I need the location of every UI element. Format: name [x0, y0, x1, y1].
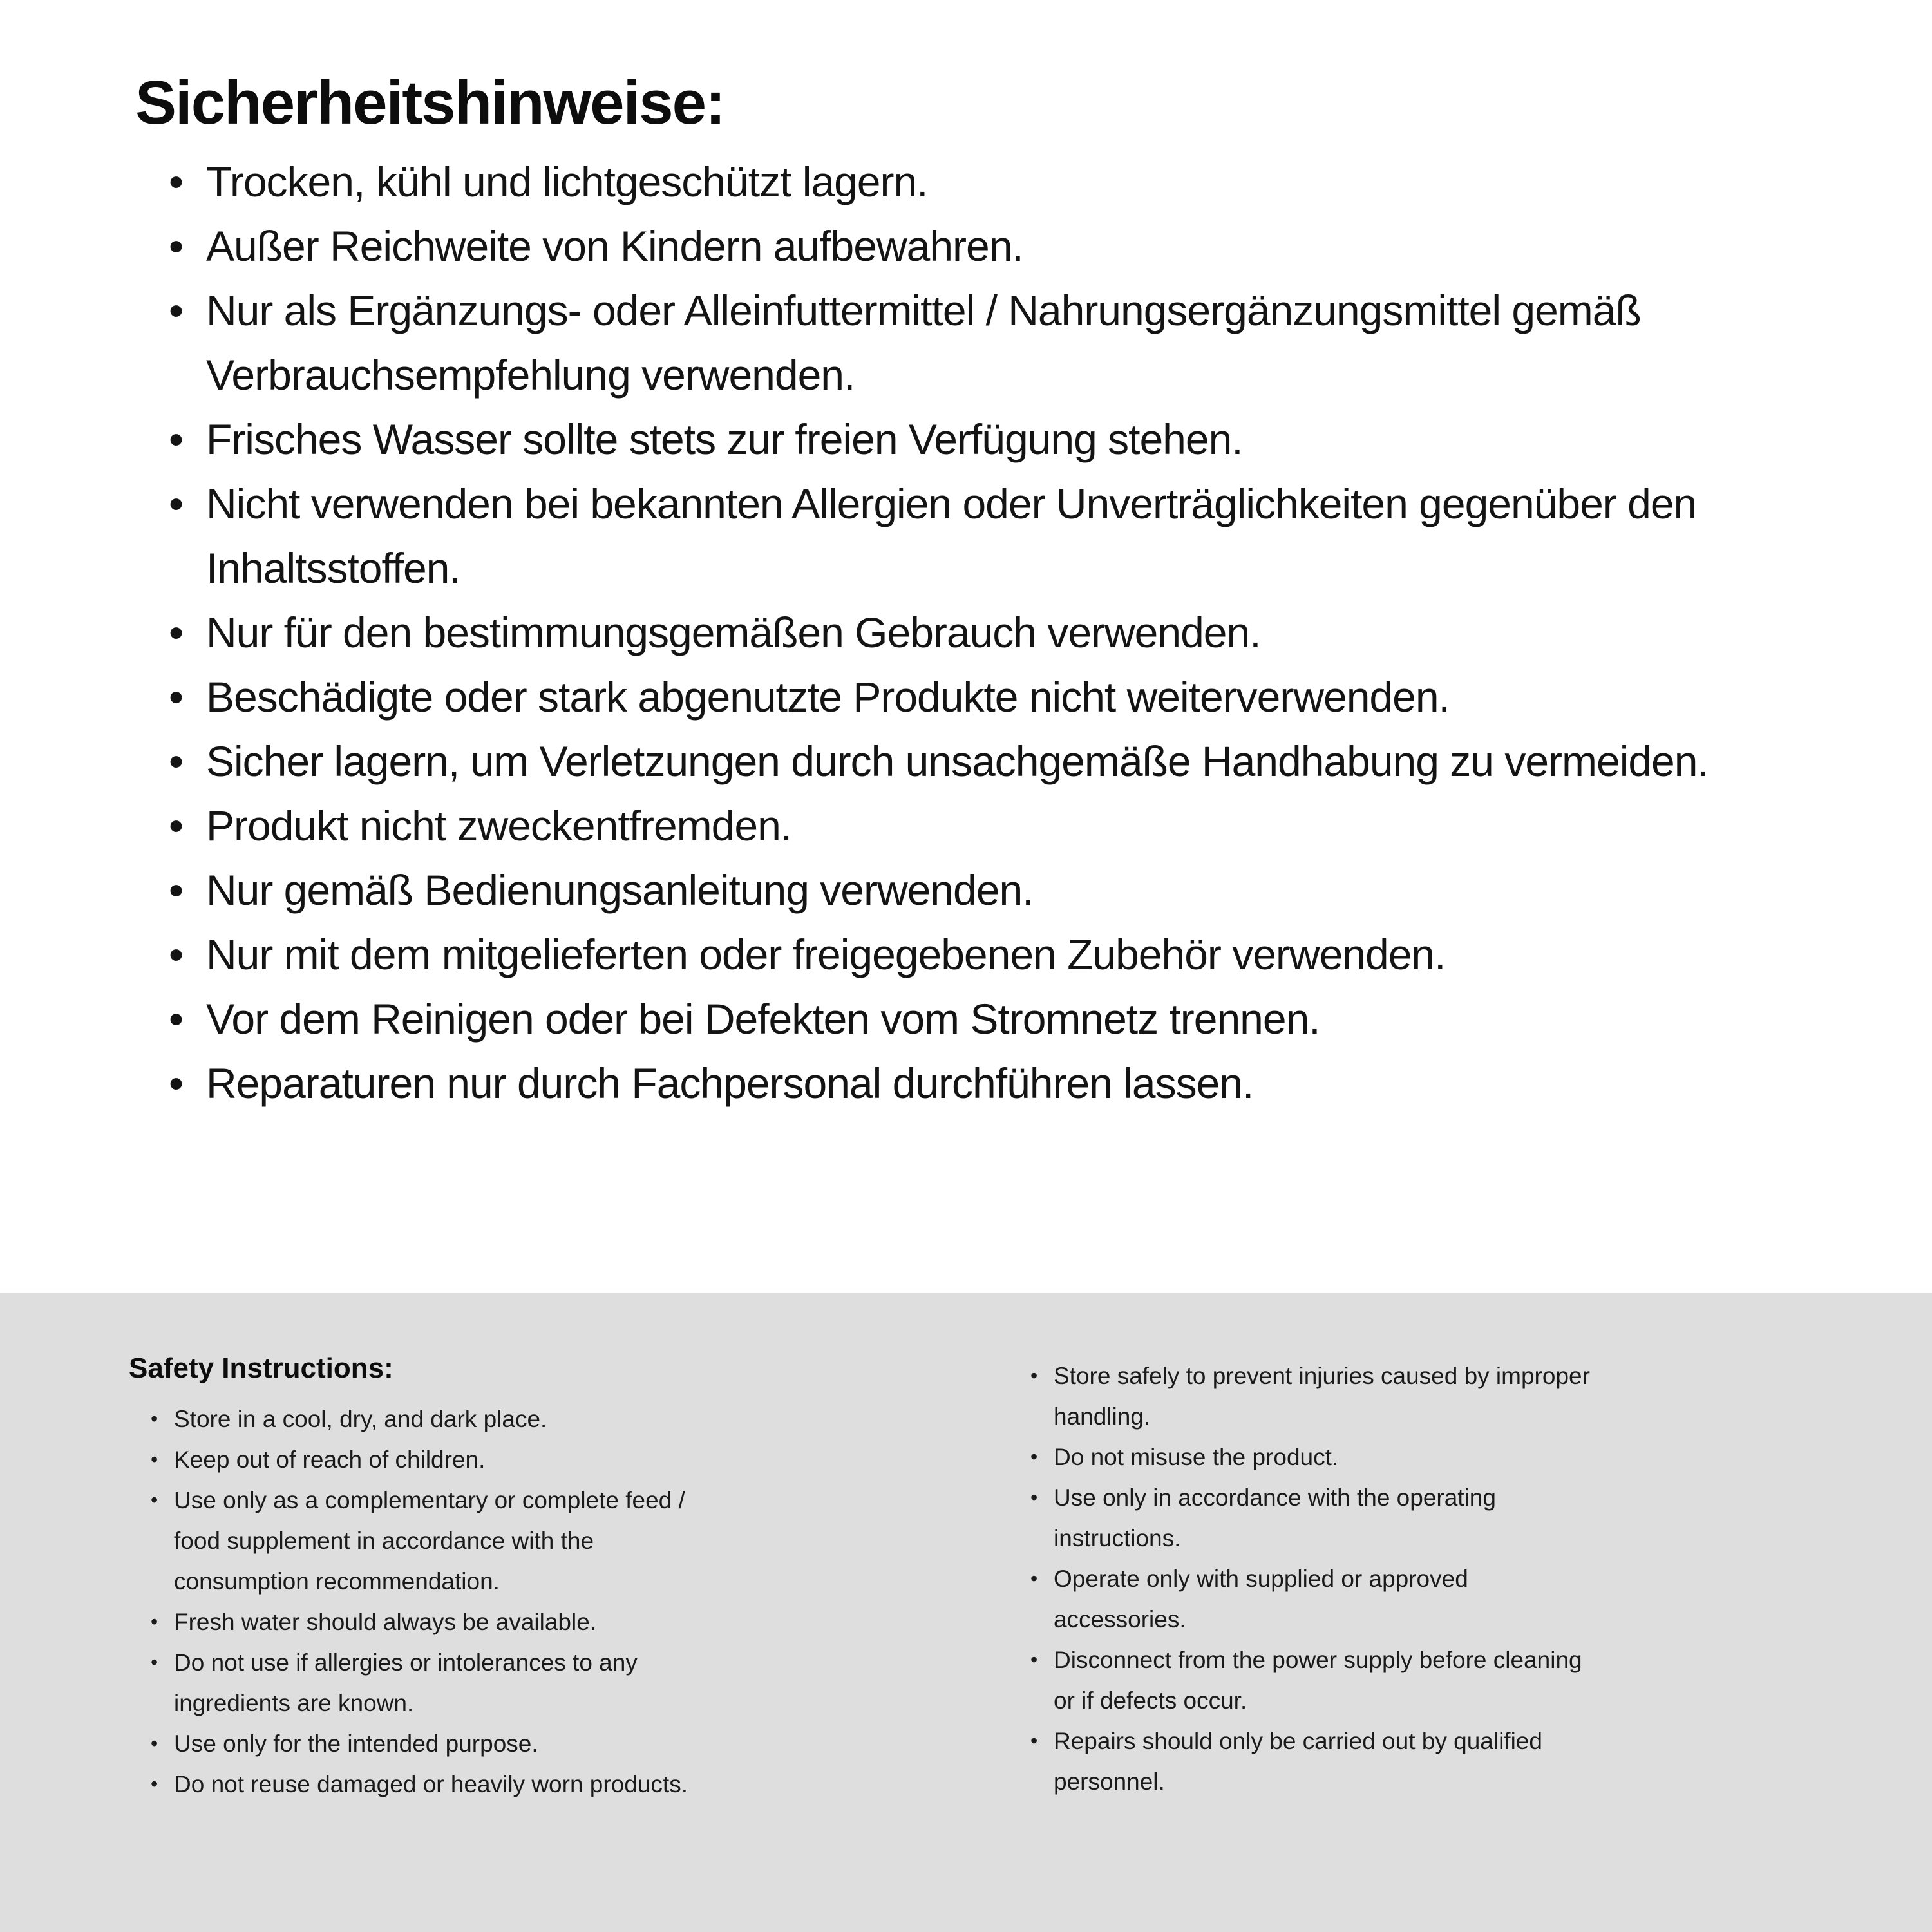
list-item: • Beschädigte oder stark abgenutzte Produkte nicht weiterverwenden. [169, 665, 1719, 729]
list-item: • Disconnect from the power supply before cleaning or if defects occur. [1025, 1640, 1601, 1721]
list-item: • Trocken, kühl und lichtgeschützt lagern. [169, 149, 1719, 214]
list-item: • Reparaturen nur durch Fachpersonal durchführen lassen. [169, 1051, 1719, 1115]
list-item: • Use only for the intended purpose. [146, 1723, 734, 1764]
list-item: • Do not reuse damaged or heavily worn products. [146, 1764, 734, 1804]
english-section-title: Safety Instructions: [129, 1352, 393, 1384]
list-item: • Use only in accordance with the operating instructions. [1025, 1477, 1601, 1558]
list-item: • Produkt nicht zweckentfremden. [169, 793, 1719, 858]
list-item: • Außer Reichweite von Kindern aufbewahren. [169, 214, 1719, 278]
german-safety-list [169, 149, 1719, 1115]
english-safety-list-right-column [1025, 1356, 1601, 1802]
list-item: • Store safely to prevent injuries caused by improper handling. [1025, 1356, 1601, 1437]
list-item: • Vor dem Reinigen oder bei Defekten vom Stromnetz trennen. [169, 987, 1719, 1051]
list-item: • Nur als Ergänzungs- oder Alleinfuttermittel / Nahrungsergänzungsmittel gemäß Verbrauchsempfehlung verwenden. [169, 278, 1719, 407]
list-item: • Nur gemäß Bedienungsanleitung verwenden. [169, 858, 1719, 922]
list-item: • Fresh water should always be available. [146, 1602, 734, 1642]
list-item: • Operate only with supplied or approved accessories. [1025, 1558, 1601, 1640]
list-item: • Store in a cool, dry, and dark place. [146, 1399, 734, 1439]
list-item: • Sicher lagern, um Verletzungen durch unsachgemäße Handhabung zu vermeiden. [169, 729, 1719, 793]
list-item: • Use only as a complementary or complete feed / food supplement in accordance with the consumption recommendation. [146, 1480, 734, 1602]
list-item: • Repairs should only be carried out by qualified personnel. [1025, 1721, 1601, 1802]
list-item: • Do not misuse the product. [1025, 1437, 1601, 1477]
list-item: • Nur für den bestimmungsgemäßen Gebrauch verwenden. [169, 600, 1719, 665]
list-item: • Nicht verwenden bei bekannten Allergien oder Unverträglichkeiten gegenüber den Inhaltsstoffen. [169, 471, 1719, 600]
list-item: • Do not use if allergies or intolerances to any ingredients are known. [146, 1642, 734, 1723]
list-item: • Frisches Wasser sollte stets zur freien Verfügung stehen. [169, 407, 1719, 471]
list-item: • Nur mit dem mitgelieferten oder freigegebenen Zubehör verwenden. [169, 922, 1719, 987]
list-item: • Keep out of reach of children. [146, 1439, 734, 1480]
english-safety-list-left-column [146, 1399, 734, 1804]
german-section-title: Sicherheitshinweise: [135, 68, 724, 137]
